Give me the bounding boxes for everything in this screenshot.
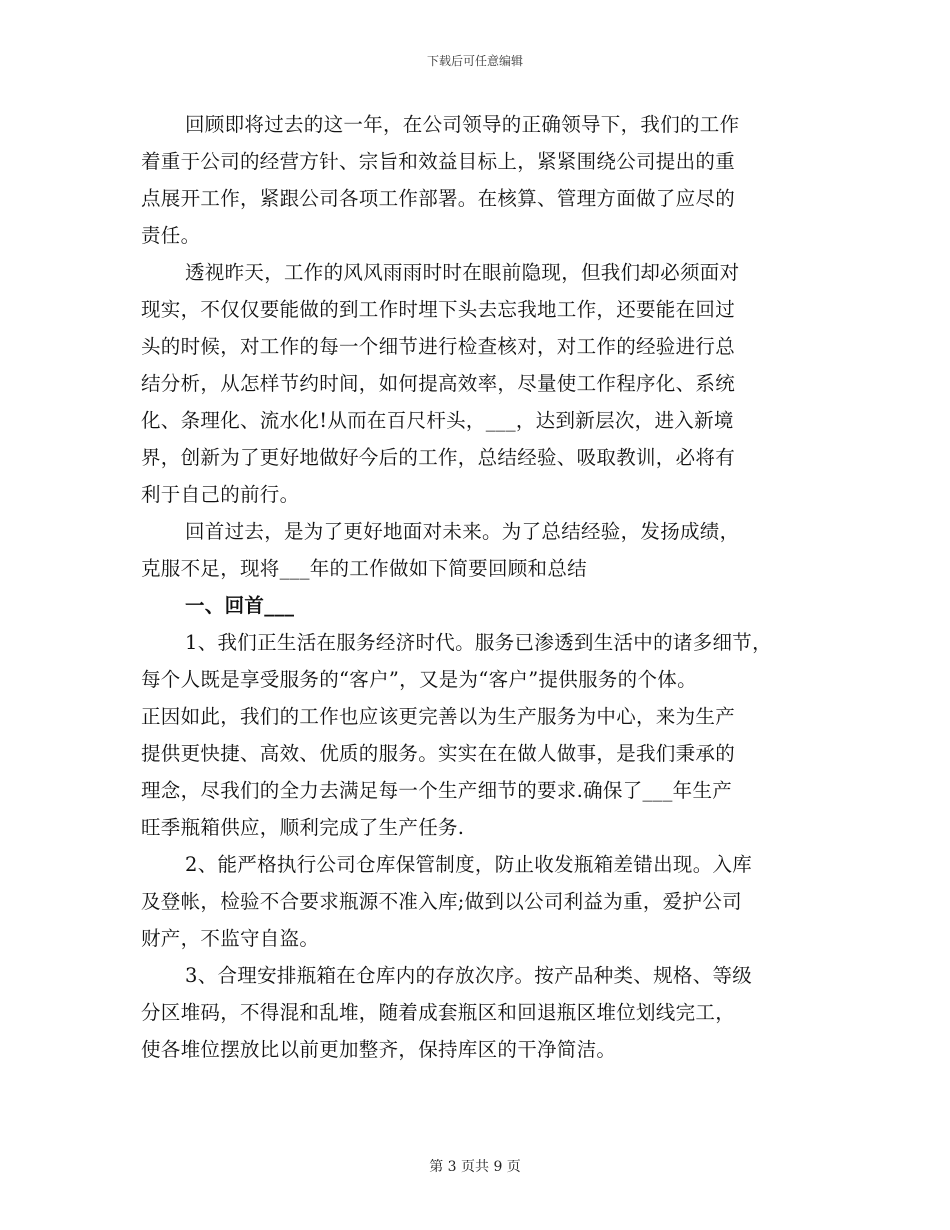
text-line: 财产，不监守自盗。 (141, 927, 320, 950)
text-line: 每个人既是享受服务的“客户”，又是为“客户”提供服务的个体。 (141, 668, 697, 691)
document-body (141, 106, 821, 1068)
text-line: 现实，不仅仅要能做的到工作时埋下头去忘我地工作，还要能在回过 (141, 298, 736, 321)
paragraph-reflection (141, 254, 821, 513)
text-line: 回顾即将过去的这一年，在公司领导的正确领导下，我们的工作 (185, 113, 740, 136)
paragraph-item-2 (141, 846, 821, 957)
paragraph-item-3 (141, 957, 821, 1068)
text-line: 结分析，从怎样节约时间，如何提高效率，尽量使工作程序化、系统 (141, 372, 736, 395)
text-line: 3、合理安排瓶箱在仓库内的存放次序。按产品种类、规格、等级 (185, 964, 753, 987)
page-header: 下载后可任意编辑 (426, 54, 523, 68)
section-heading (141, 587, 821, 624)
text-line: 使各堆位摆放比以前更加整齐，保持库区的干净简洁。 (141, 1038, 617, 1061)
text-line: 点展开工作，紧跟公司各项工作部署。在核算、管理方面做了应尽的 (141, 187, 736, 210)
text-line: 1、我们正生活在服务经济时代。服务已渗透到生活中的诸多细节， (185, 631, 772, 654)
text-line: 克服不足，现将___年的工作做如下简要回顾和总结 (141, 557, 587, 580)
text-line: 及登帐，检验不合要求瓶源不准入库;做到以公司利益为重，爱护公司 (141, 890, 742, 913)
text-line: 利于自己的前行。 (141, 483, 300, 506)
text-line: 透视昨天，工作的风风雨雨时时在眼前隐现，但我们却必须面对 (185, 261, 740, 284)
paragraph-item-1 (141, 624, 821, 846)
text-line: 着重于公司的经营方针、宗旨和效益目标上，紧紧围绕公司提出的重 (141, 150, 736, 173)
paragraph-summary-intro (141, 513, 821, 587)
text-line: 化、条理化、流水化!从而在百尺杆头，___，达到新层次，进入新境 (141, 409, 734, 432)
text-line: 责任。 (141, 224, 201, 247)
page-number-footer: 第 3 页共 9 页 (429, 1159, 521, 1175)
text-line: 分区堆码，不得混和乱堆，随着成套瓶区和回退瓶区堆位划线完工， (141, 1001, 736, 1024)
text-line: 界，创新为了更好地做好今后的工作，总结经验、吸取教训，必将有 (141, 446, 736, 469)
text-line: 头的时候，对工作的每一个细节进行检查核对，对工作的经验进行总 (141, 335, 736, 358)
text-line: 旺季瓶箱供应，顺利完成了生产任务. (141, 816, 465, 839)
section-heading-text: 一、回首___ (185, 594, 295, 617)
text-line: 回首过去，是为了更好地面对未来。为了总结经验，发扬成绩， (185, 520, 740, 543)
text-line: 正因如此，我们的工作也应该更完善以为生产服务为中心，来为生产 (141, 705, 736, 728)
text-line: 理念，尽我们的全力去满足每一个生产细节的要求.确保了___年生产 (141, 779, 733, 802)
text-line: 2、能严格执行公司仓库保管制度，防止收发瓶箱差错出现。入库 (185, 853, 753, 876)
paragraph-intro (141, 106, 821, 254)
text-line: 提供更快捷、高效、优质的服务。实实在在做人做事，是我们秉承的 (141, 742, 736, 765)
